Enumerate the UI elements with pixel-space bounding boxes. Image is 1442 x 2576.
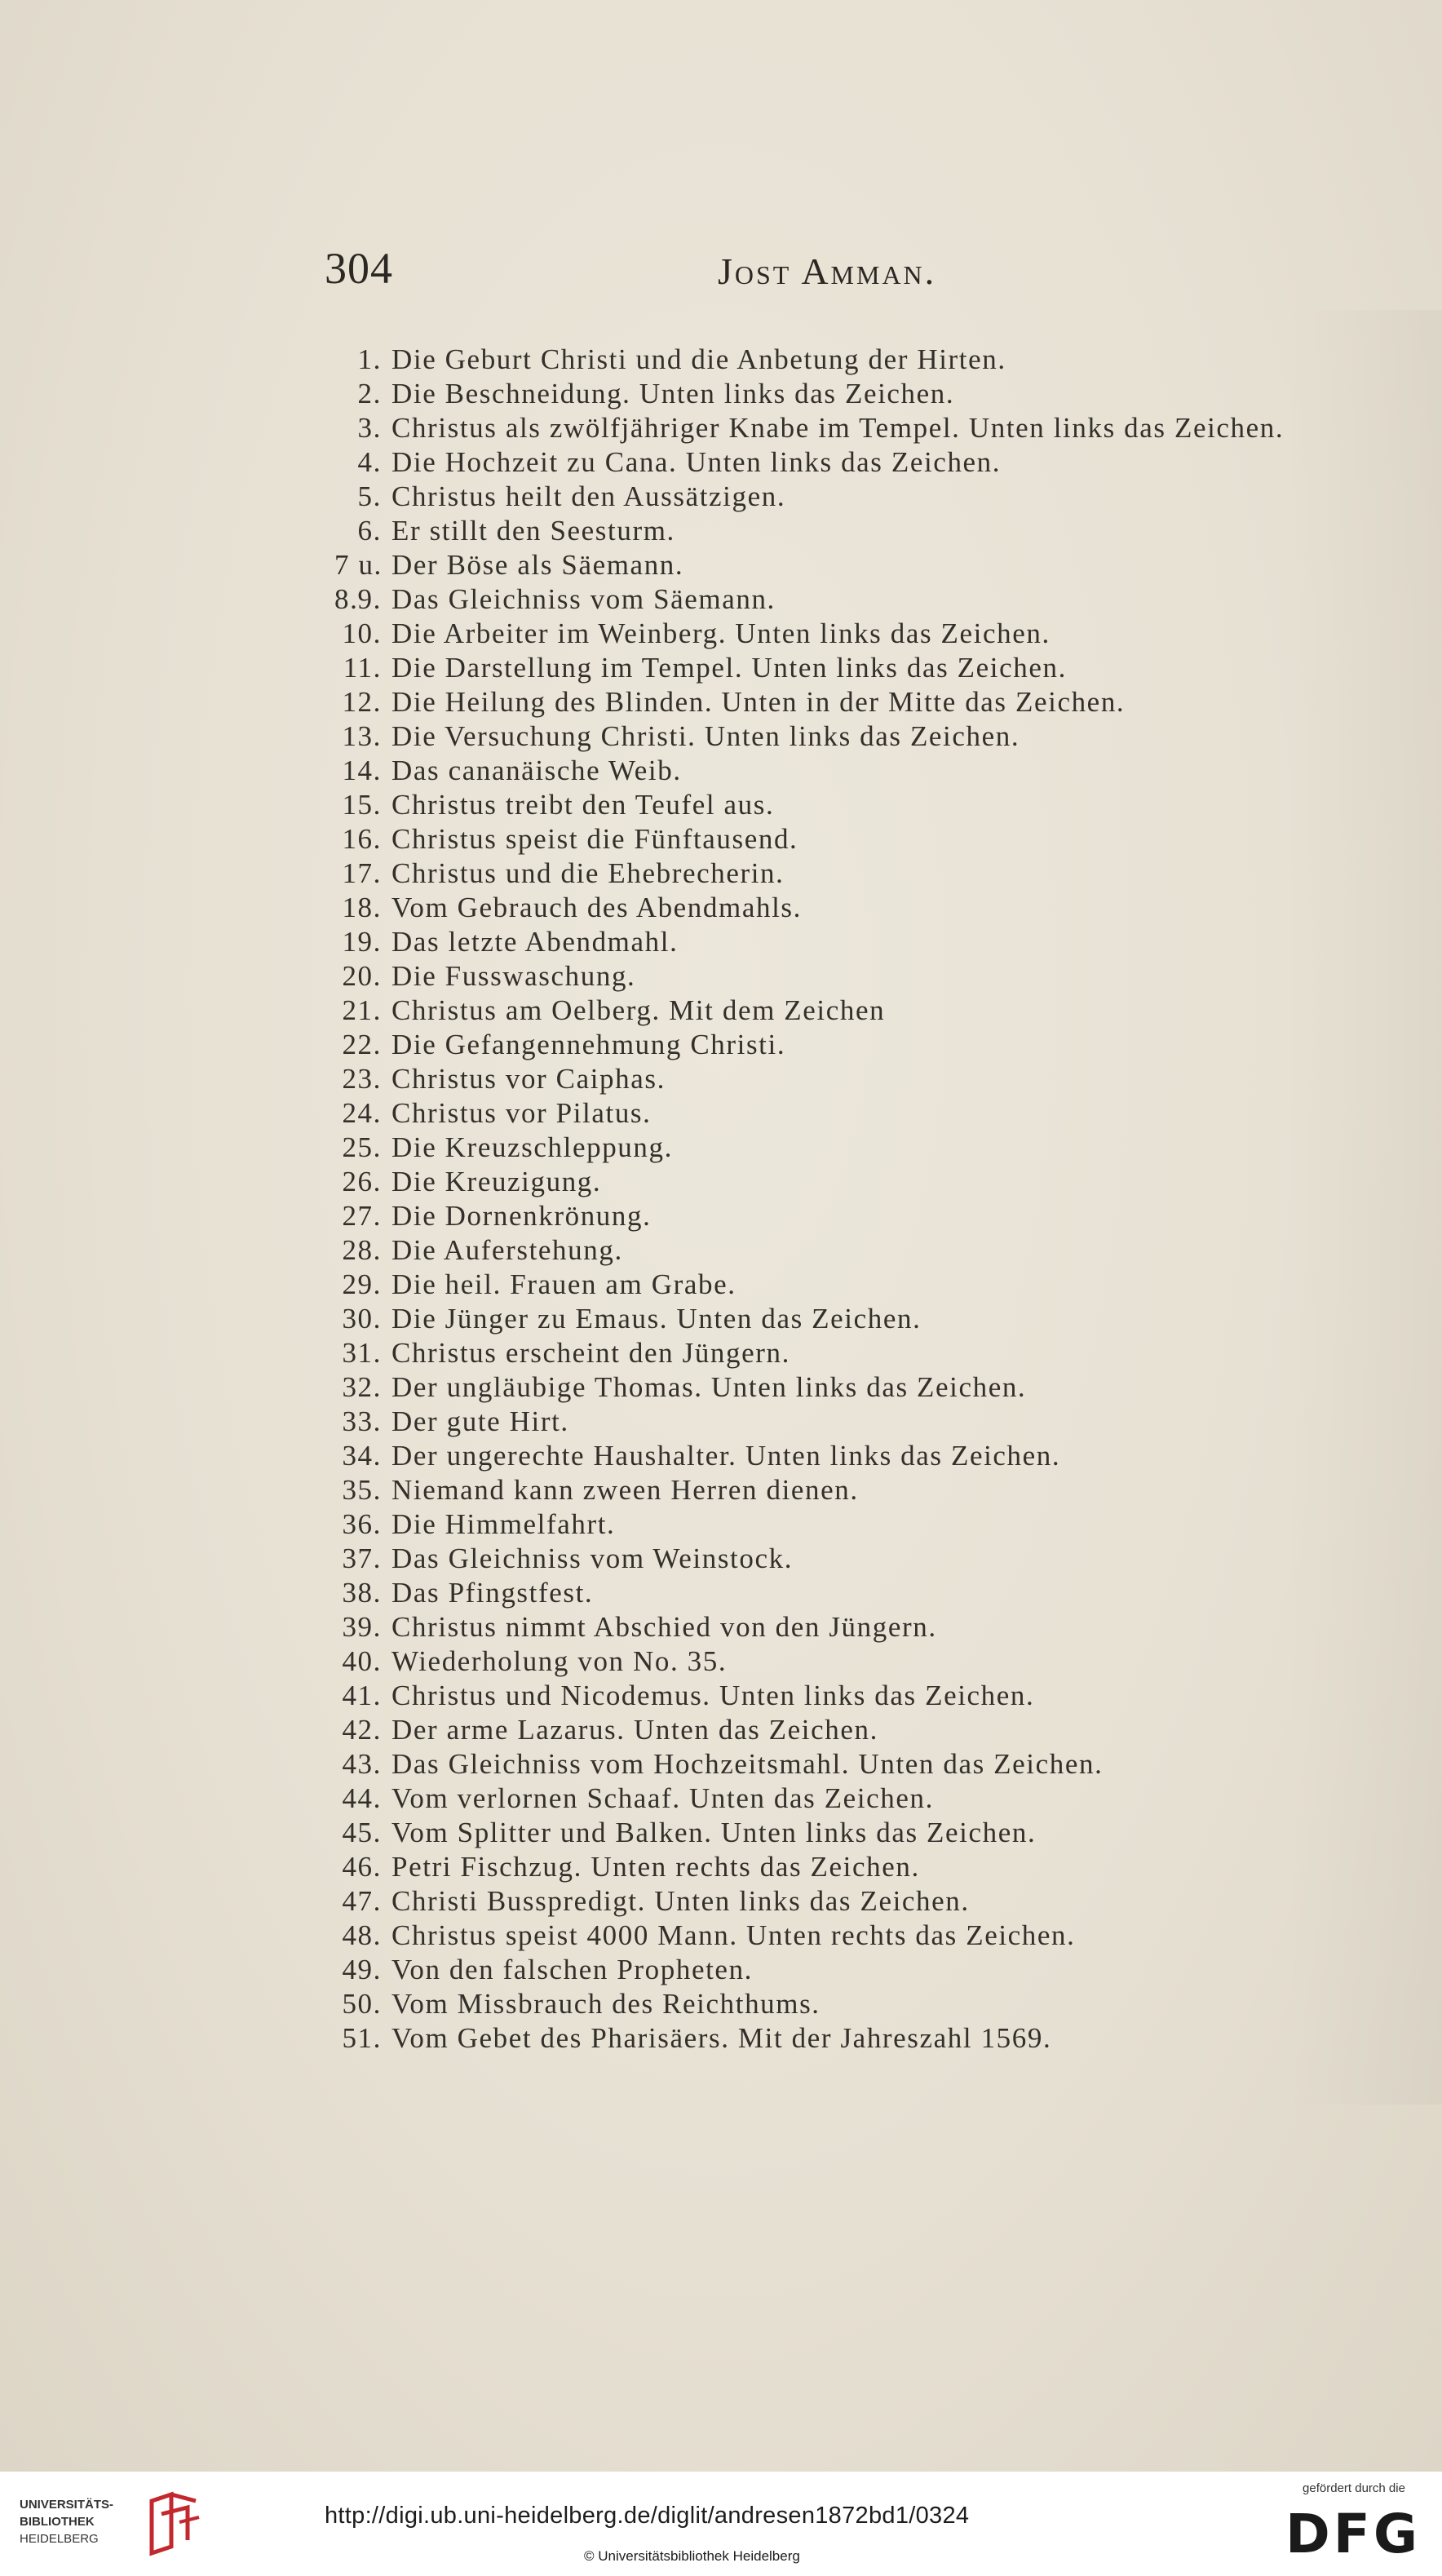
entry-number: 27. <box>342 1200 382 1232</box>
entry-number: 15. <box>342 789 382 821</box>
catalogue-entry <box>325 719 1352 754</box>
entry-number: 22. <box>342 1029 382 1060</box>
catalogue-entry <box>325 1302 1352 1336</box>
entry-text: Christus und die Ehebrecherin. <box>391 857 785 889</box>
catalogue-entry <box>325 480 1352 514</box>
catalogue-entry <box>325 1919 1352 1953</box>
entry-text: Von den falschen Propheten. <box>391 1954 754 1985</box>
library-emblem-icon <box>147 2490 204 2558</box>
entry-number: 19. <box>342 926 382 958</box>
entry-number: 44. <box>342 1782 382 1814</box>
page-number: 304 <box>325 244 393 293</box>
catalogue-list <box>325 343 1352 2056</box>
entry-number: 35. <box>342 1474 382 1506</box>
entry-text: Die Himmelfahrt. <box>391 1508 616 1540</box>
entry-number: 12. <box>342 686 382 718</box>
catalogue-entry <box>325 1782 1352 1816</box>
entry-text: Der arme Lazarus. Unten das Zeichen. <box>391 1714 878 1746</box>
catalogue-entry <box>325 1507 1352 1542</box>
catalogue-entry <box>325 1233 1352 1268</box>
entry-text: Die Kreuzschleppung. <box>391 1131 673 1163</box>
running-head <box>325 243 1140 302</box>
catalogue-entry <box>325 1747 1352 1782</box>
entry-text: Christus treibt den Teufel aus. <box>391 789 775 821</box>
catalogue-entry <box>325 377 1352 411</box>
entry-text: Der gute Hirt. <box>391 1405 569 1437</box>
entry-text: Niemand kann zween Herren dienen. <box>391 1474 859 1506</box>
funder-block <box>1281 2481 1427 2563</box>
entry-number: 20. <box>342 960 382 992</box>
entry-number: 11. <box>343 652 382 684</box>
permalink-url[interactable]: http://digi.ub.uni-heidelberg.de/diglit/andresen1872bd1/0324 <box>325 2503 970 2529</box>
catalogue-entry <box>325 822 1352 856</box>
catalogue-entry <box>325 1131 1352 1165</box>
entry-text: Die Hochzeit zu Cana. Unten links das Zeichen. <box>391 446 1002 478</box>
entry-text: Christus nimmt Abschied von den Jüngern. <box>391 1611 937 1643</box>
entry-number: 16. <box>342 823 382 855</box>
entry-number: 46. <box>342 1851 382 1883</box>
entry-number: 45. <box>342 1817 382 1848</box>
entry-text: Das Pfingstfest. <box>391 1577 594 1609</box>
entry-number: 32. <box>342 1371 382 1403</box>
entry-number: 30. <box>342 1303 382 1334</box>
catalogue-entry <box>325 925 1352 959</box>
catalogue-entry <box>325 1062 1352 1096</box>
entry-text: Die Beschneidung. Unten links das Zeichen. <box>391 378 955 409</box>
entry-number: 28. <box>342 1234 382 1266</box>
catalogue-entry <box>325 1028 1352 1062</box>
catalogue-entry <box>325 1610 1352 1644</box>
entry-text: Vom verlornen Schaaf. Unten das Zeichen. <box>391 1782 934 1814</box>
entry-text: Das Gleichniss vom Säemann. <box>391 583 776 615</box>
catalogue-entry <box>325 2021 1352 2056</box>
library-name <box>20 2496 142 2547</box>
entry-text: Die Arbeiter im Weinberg. Unten links das Zeichen. <box>391 617 1051 649</box>
catalogue-entry <box>325 1096 1352 1131</box>
catalogue-entry <box>325 1816 1352 1850</box>
entry-text: Das cananäische Weib. <box>391 755 682 786</box>
university-library-logo[interactable] <box>20 2490 215 2563</box>
entry-number: 29. <box>342 1268 382 1300</box>
catalogue-entry <box>325 994 1352 1028</box>
entry-text: Die Gefangennehmung Christi. <box>391 1029 786 1060</box>
entry-text: Christi Busspredigt. Unten links das Zeichen. <box>391 1885 970 1917</box>
catalogue-entry <box>325 1473 1352 1507</box>
entry-number: 50. <box>342 1988 382 2020</box>
entry-text: Christus als zwölfjähriger Knabe im Tempel. Unten links das Zeichen. <box>391 412 1285 444</box>
entry-number: 5. <box>357 480 382 512</box>
catalogue-entry <box>325 1850 1352 1884</box>
entry-number: 51. <box>342 2022 382 2054</box>
entry-text: Wiederholung von No. 35. <box>391 1645 728 1677</box>
entry-number: 3. <box>357 412 382 444</box>
catalogue-entry <box>325 856 1352 891</box>
catalogue-entry <box>325 1644 1352 1679</box>
entry-number: 33. <box>342 1405 382 1437</box>
entry-text: Die Darstellung im Tempel. Unten links das Zeichen. <box>391 652 1067 684</box>
entry-number: 43. <box>342 1748 382 1780</box>
catalogue-entry <box>325 582 1352 617</box>
entry-text: Petri Fischzug. Unten rechts das Zeichen. <box>391 1851 920 1883</box>
entry-number: 6. <box>357 515 382 547</box>
catalogue-entry <box>325 1165 1352 1199</box>
catalogue-entry <box>325 959 1352 994</box>
catalogue-entry <box>325 1405 1352 1439</box>
catalogue-entry <box>325 685 1352 719</box>
entry-number: 4. <box>357 446 382 478</box>
entry-text: Die Geburt Christi und die Anbetung der Hirten. <box>391 343 1006 375</box>
catalogue-entry <box>325 1713 1352 1747</box>
entry-number: 37. <box>342 1543 382 1574</box>
entry-text: Vom Gebrauch des Abendmahls. <box>391 892 802 923</box>
entry-text: Die Kreuzigung. <box>391 1166 602 1197</box>
entry-number: 25. <box>342 1131 382 1163</box>
entry-text: Vom Splitter und Balken. Unten links das Zeichen. <box>391 1817 1037 1848</box>
entry-text: Die Heilung des Blinden. Unten in der Mitte das Zeichen. <box>391 686 1126 718</box>
entry-text: Christus speist 4000 Mann. Unten rechts das Zeichen. <box>391 1919 1076 1951</box>
digitization-footer <box>0 2472 1442 2576</box>
catalogue-entry <box>325 1679 1352 1713</box>
entry-number: 26. <box>342 1166 382 1197</box>
entry-number: 34. <box>342 1440 382 1472</box>
entry-number: 10. <box>342 617 382 649</box>
catalogue-entry <box>325 617 1352 651</box>
entry-number: 39. <box>342 1611 382 1643</box>
entry-text: Christus erscheint den Jüngern. <box>391 1337 790 1369</box>
entry-number: 2. <box>357 378 382 409</box>
entry-text: Er stillt den Seesturm. <box>391 515 675 547</box>
entry-number: 1. <box>357 343 382 375</box>
entry-text: Die Jünger zu Emaus. Unten das Zeichen. <box>391 1303 922 1334</box>
catalogue-entry <box>325 891 1352 925</box>
catalogue-entry <box>325 1439 1352 1473</box>
catalogue-entry <box>325 1370 1352 1405</box>
entry-number: 7 u. 8. <box>334 549 383 615</box>
entry-text: Der ungläubige Thomas. Unten links das Zeichen. <box>391 1371 1027 1403</box>
running-title: Jost Amman. <box>718 250 937 292</box>
entry-number: 18. <box>342 892 382 923</box>
library-name-line-1: UNIVERSITÄTS- <box>20 2498 114 2512</box>
entry-number: 31. <box>342 1337 382 1369</box>
entry-text: Die Versuchung Christi. Unten links das Zeichen. <box>391 720 1020 752</box>
copyright-notice: © Universitätsbibliothek Heidelberg <box>584 2548 800 2564</box>
catalogue-entry <box>325 788 1352 822</box>
catalogue-entry <box>325 651 1352 685</box>
entry-text: Christus und Nicodemus. Unten links das Zeichen. <box>391 1680 1035 1711</box>
entry-number: 42. <box>342 1714 382 1746</box>
entry-text: Christus vor Caiphas. <box>391 1063 666 1095</box>
catalogue-entry <box>325 1953 1352 1987</box>
catalogue-entry <box>325 1576 1352 1610</box>
catalogue-entry <box>325 1336 1352 1370</box>
funding-note: gefördert durch die <box>1303 2481 1405 2495</box>
entry-number: 48. <box>342 1919 382 1951</box>
entry-text: Die Auferstehung. <box>391 1234 623 1266</box>
entry-text: Die heil. Frauen am Grabe. <box>391 1268 736 1300</box>
catalogue-entry <box>325 514 1352 548</box>
entry-text: Christus speist die Fünftausend. <box>391 823 798 855</box>
entry-text: Christus am Oelberg. Mit dem Zeichen <box>391 994 886 1026</box>
catalogue-entry <box>325 1199 1352 1233</box>
catalogue-entry <box>325 343 1352 377</box>
entry-number: 9. <box>357 583 382 615</box>
entry-text: Die Dornenkrönung. <box>391 1200 652 1232</box>
entry-text: Vom Gebet des Pharisäers. Mit der Jahreszahl 1569. <box>391 2022 1052 2054</box>
entry-number: 40. <box>342 1645 382 1677</box>
dfg-logo[interactable]: DFG <box>1285 2503 1422 2565</box>
entry-number: 17. <box>342 857 382 889</box>
entry-number: 41. <box>342 1680 382 1711</box>
catalogue-entry <box>325 754 1352 788</box>
entry-number: 23. <box>342 1063 382 1095</box>
catalogue-entry <box>325 1987 1352 2021</box>
entry-text: Der ungerechte Haushalter. Unten links das Zeichen. <box>391 1440 1061 1472</box>
entry-number: 36. <box>342 1508 382 1540</box>
entry-number: 24. <box>342 1097 382 1129</box>
entry-number: 21. <box>342 994 382 1026</box>
entry-number: 13. <box>342 720 382 752</box>
entry-text: Die Fusswaschung. <box>391 960 636 992</box>
entry-text: Christus heilt den Aussätzigen. <box>391 480 786 512</box>
catalogue-entry <box>325 1542 1352 1576</box>
entry-text: Der Böse als Säemann. <box>391 549 684 581</box>
catalogue-entry <box>325 445 1352 480</box>
entry-text: Das Gleichniss vom Hochzeitsmahl. Unten das Zeichen. <box>391 1748 1104 1780</box>
entry-number: 14. <box>342 755 382 786</box>
entry-text: Christus vor Pilatus. <box>391 1097 652 1129</box>
entry-number: 49. <box>342 1954 382 1985</box>
library-name-line-3: HEIDELBERG <box>20 2532 99 2546</box>
catalogue-entry <box>325 411 1352 445</box>
entry-number: 47. <box>342 1885 382 1917</box>
entry-text: Das Gleichniss vom Weinstock. <box>391 1543 794 1574</box>
entry-text: Vom Missbrauch des Reichthums. <box>391 1988 821 2020</box>
catalogue-entry <box>325 1268 1352 1302</box>
catalogue-entry <box>325 1884 1352 1919</box>
entry-number: 38. <box>342 1577 382 1609</box>
library-name-line-2: BIBLIOTHEK <box>20 2515 95 2529</box>
entry-text: Das letzte Abendmahl. <box>391 926 679 958</box>
